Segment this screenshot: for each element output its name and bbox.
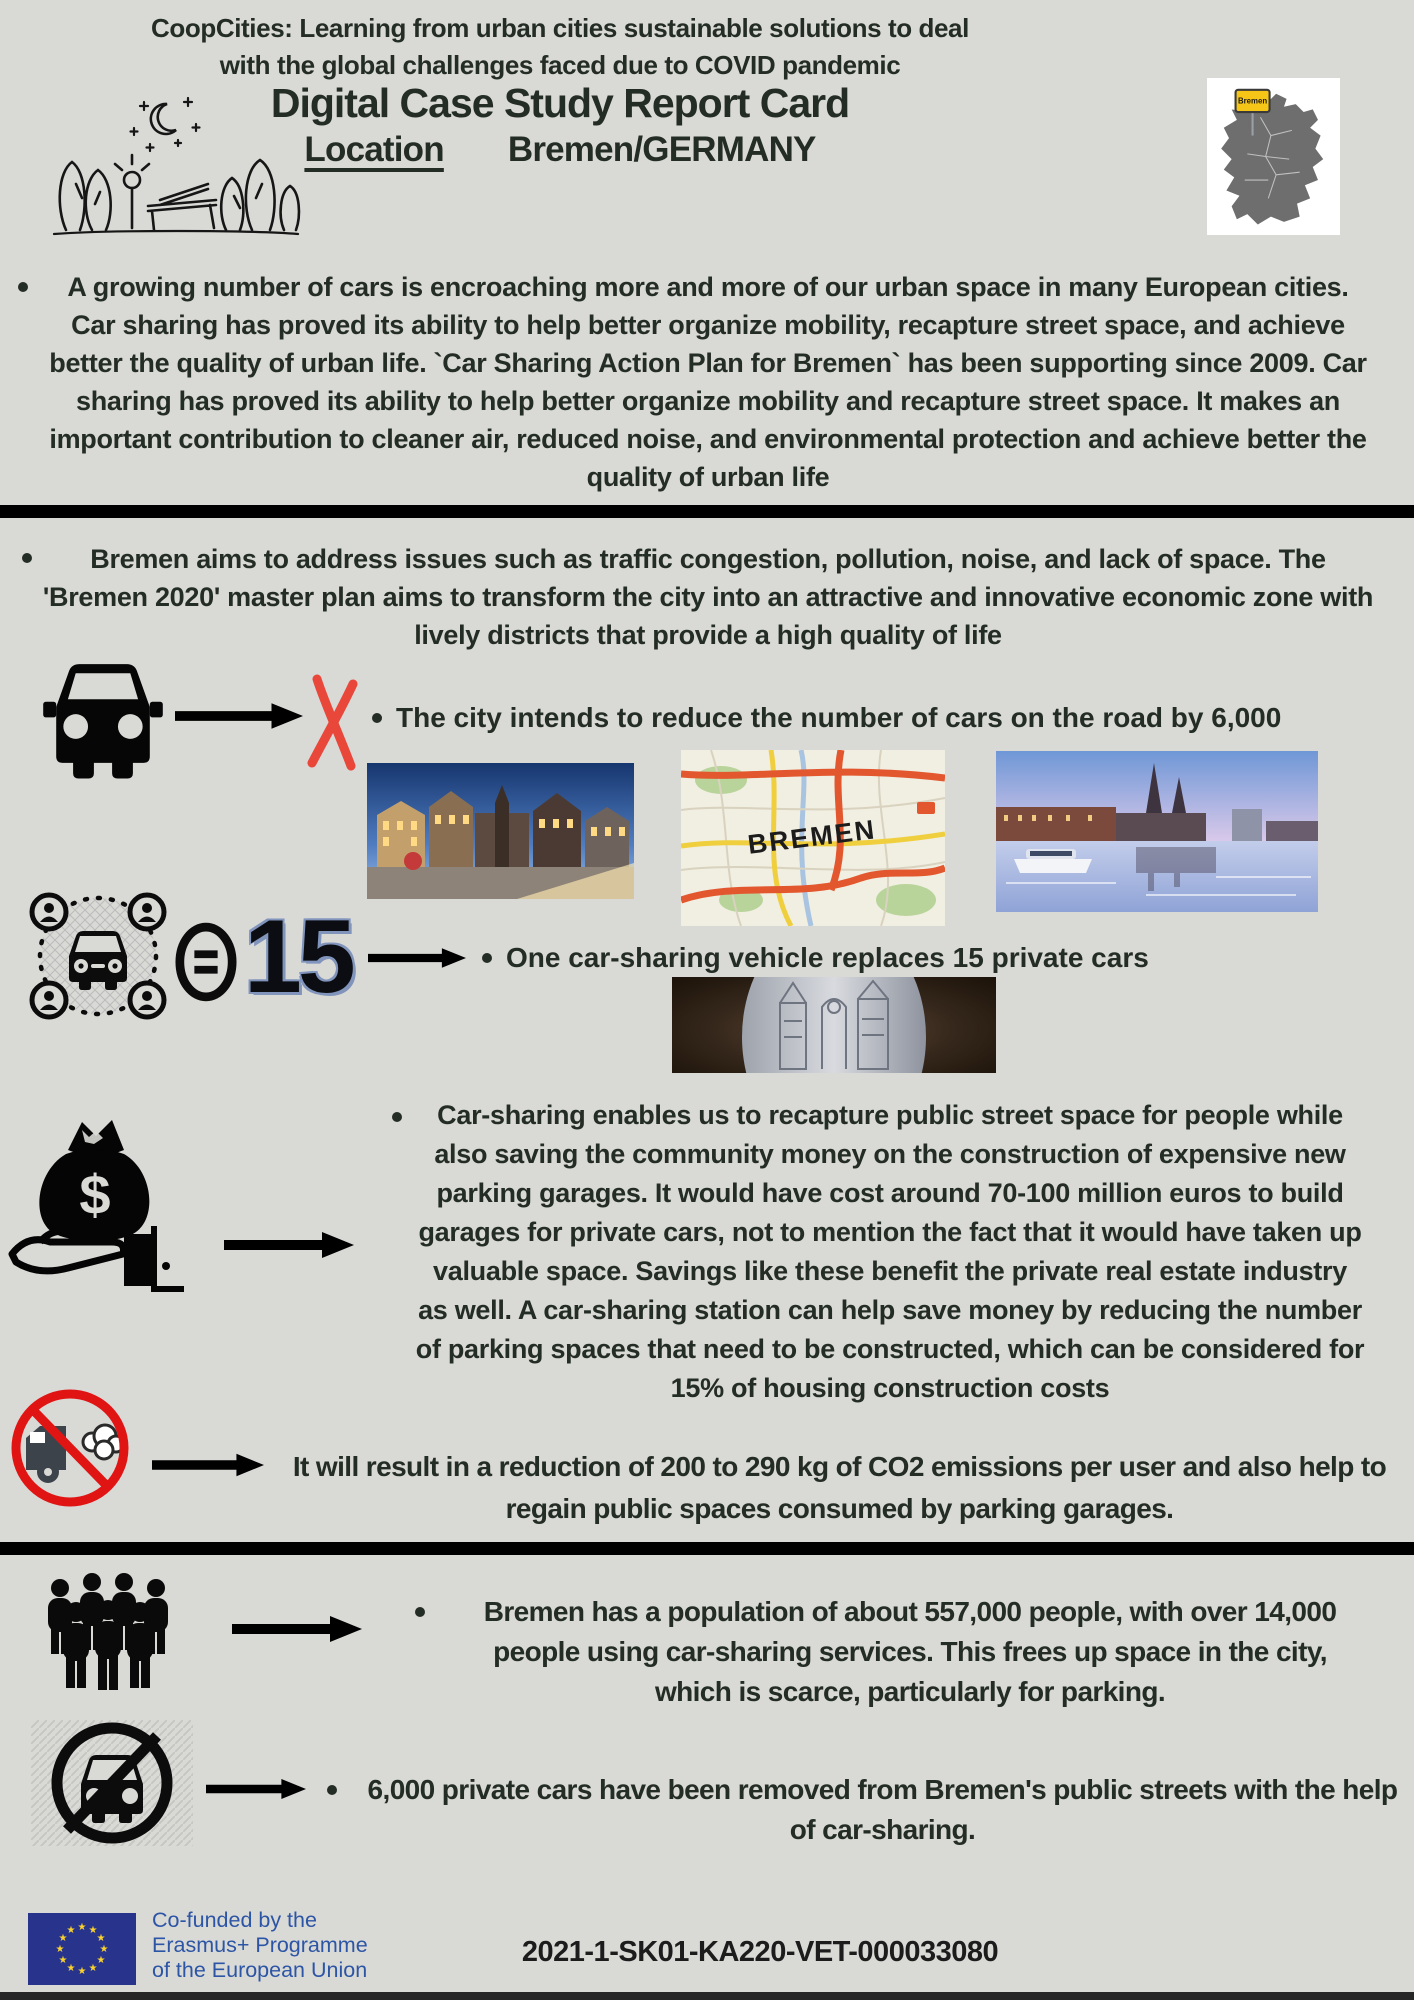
svg-text:★: ★ bbox=[77, 1922, 87, 1933]
bullet-icon bbox=[22, 553, 32, 563]
no-car-icon bbox=[31, 1720, 193, 1846]
project-reference-number: 2021-1-SK01-KA220-VET-000033080 bbox=[521, 1936, 999, 1968]
eu-funding-statement bbox=[152, 1908, 442, 1983]
svg-text:★: ★ bbox=[96, 1955, 106, 1966]
svg-text:★: ★ bbox=[55, 1944, 65, 1955]
ground-line bbox=[54, 231, 298, 234]
svg-text:★: ★ bbox=[96, 1933, 106, 1944]
co2-paragraph: It will result in a reduction of 200 to 290 kg of CO2 emissions per user and also help to regain public spaces consumed by parking garages. bbox=[292, 1451, 1387, 1524]
removed-cars-paragraph: 6,000 private cars have been removed from Bremen's public streets with the help of car-sharing. bbox=[367, 1774, 1398, 1845]
report-card-title: Digital Case Study Report Card bbox=[270, 80, 850, 126]
svg-text:★: ★ bbox=[99, 1944, 109, 1955]
master-plan-paragraph: Bremen aims to address issues such as traffic congestion, pollution, noise, and lack of space. The 'Bremen 2020' master plan aims to transform the city into an attractive and innovative economic zone with lively districts that provide a high quality of life bbox=[42, 544, 1374, 650]
people-group-icon bbox=[30, 1568, 182, 1706]
svg-text:$: $ bbox=[79, 1163, 111, 1226]
location-value: Bremen/GERMANY bbox=[507, 130, 816, 169]
location-label: Location bbox=[304, 130, 444, 169]
right-trees-icon bbox=[221, 160, 299, 230]
intro-paragraph: A growing number of cars is encroaching more and more of our urban space in many European cities. Car sharing has proved its ability to help better organize mobility, recapture street space, and achieve better the quality of urban life. `Car Sharing Action Plan for Bremen` has been supporting since 2009. Car sharing has proved its ability to help better organize mobility and recapture street space. It makes an important contribution to cleaner air, reduced noise, and environmental protection and achieve better the quality of urban life bbox=[49, 272, 1367, 492]
photo-bremen-road-map bbox=[681, 750, 945, 926]
project-title-line1: CoopCities: Learning from urban cities sustainable solutions to deal bbox=[151, 13, 969, 43]
bullet-icon bbox=[392, 1112, 402, 1122]
svg-text:★: ★ bbox=[77, 1966, 87, 1977]
replaces-line bbox=[482, 942, 1242, 974]
germany-map-icon bbox=[1207, 78, 1340, 235]
population-paragraph: Bremen has a population of about 557,000 people, with over 14,000 people using car-sharing services. This frees up space in the city, which is scarce, particularly for parking. bbox=[483, 1596, 1337, 1707]
photo-bremen-market-square bbox=[367, 763, 634, 899]
bremen-sign-label: Bremen bbox=[1237, 96, 1268, 106]
arrow-icon bbox=[368, 946, 466, 970]
lamp-icon bbox=[115, 155, 149, 228]
replaces-text: One car-sharing vehicle replaces 15 private cars bbox=[506, 942, 1149, 973]
eu-funding-line2: Erasmus+ Programme bbox=[152, 1933, 368, 1957]
bullet-icon bbox=[372, 713, 382, 723]
red-sculpture bbox=[404, 852, 422, 870]
section-divider bbox=[0, 505, 1414, 518]
germany-map-card bbox=[1207, 78, 1340, 235]
equals-icon bbox=[175, 922, 237, 1002]
arrow-icon bbox=[152, 1452, 264, 1478]
arrow-icon bbox=[228, 1616, 366, 1642]
no-truck-emissions-icon bbox=[8, 1386, 140, 1508]
front-row bbox=[63, 1600, 153, 1690]
shared-car bbox=[69, 931, 127, 990]
car-icon bbox=[38, 655, 168, 785]
arrow-icon bbox=[216, 1232, 362, 1258]
bullet-icon bbox=[415, 1607, 425, 1617]
left-trees-icon bbox=[60, 162, 111, 230]
section-divider bbox=[0, 1542, 1414, 1555]
eu-funding-line1: Co-funded by the bbox=[152, 1908, 317, 1932]
eu-flag-icon bbox=[27, 1913, 137, 1985]
red-cross-icon bbox=[303, 672, 365, 772]
reduce-cars-text: The city intends to reduce the number of cars on the road by 6,000 bbox=[396, 702, 1282, 733]
bottom-strip bbox=[0, 1992, 1414, 2000]
svg-text:★: ★ bbox=[66, 1925, 76, 1936]
location-row bbox=[150, 130, 970, 170]
svg-text:★: ★ bbox=[88, 1963, 98, 1974]
arrow-icon bbox=[175, 703, 303, 729]
arrow-icon bbox=[206, 1776, 306, 1802]
route-badge bbox=[917, 802, 935, 814]
bullet-icon bbox=[18, 282, 28, 292]
bullet-icon bbox=[482, 953, 492, 963]
svg-text:★: ★ bbox=[58, 1933, 68, 1944]
project-title-line2: with the global challenges faced due to COVID pandemic bbox=[219, 50, 901, 80]
svg-text:★: ★ bbox=[58, 1955, 68, 1966]
map-city-label: BREMEN bbox=[746, 814, 878, 860]
money-savings-icon bbox=[6, 1106, 192, 1292]
reduce-cars-line bbox=[372, 702, 1372, 734]
bench-icon bbox=[148, 184, 216, 230]
svg-text:★: ★ bbox=[88, 1925, 98, 1936]
savings-paragraph: Car-sharing enables us to recapture public street space for people while also saving the community money on the construction of expensive new parking garages. It would have cost around 70-100 million euros to build garages for private cars, not to mention the fact that it would have taken up valuable space. Savings like these benefit the private real estate industry as well. A car-sharing station can help save money by reducing the number of parking spaces that need to be constructed, which can be considered for 15% of housing construction costs bbox=[415, 1100, 1365, 1403]
photo-bremen-medallion bbox=[672, 977, 996, 1073]
fifteen-count: 15 bbox=[244, 899, 352, 1015]
eu-funding-line3: of the European Union bbox=[152, 1958, 368, 1982]
bullet-icon bbox=[327, 1785, 337, 1795]
svg-text:★: ★ bbox=[66, 1963, 76, 1974]
project-title bbox=[90, 10, 1030, 84]
photo-bremen-riverfront bbox=[996, 751, 1318, 912]
car-sharing-icon bbox=[25, 890, 171, 1022]
